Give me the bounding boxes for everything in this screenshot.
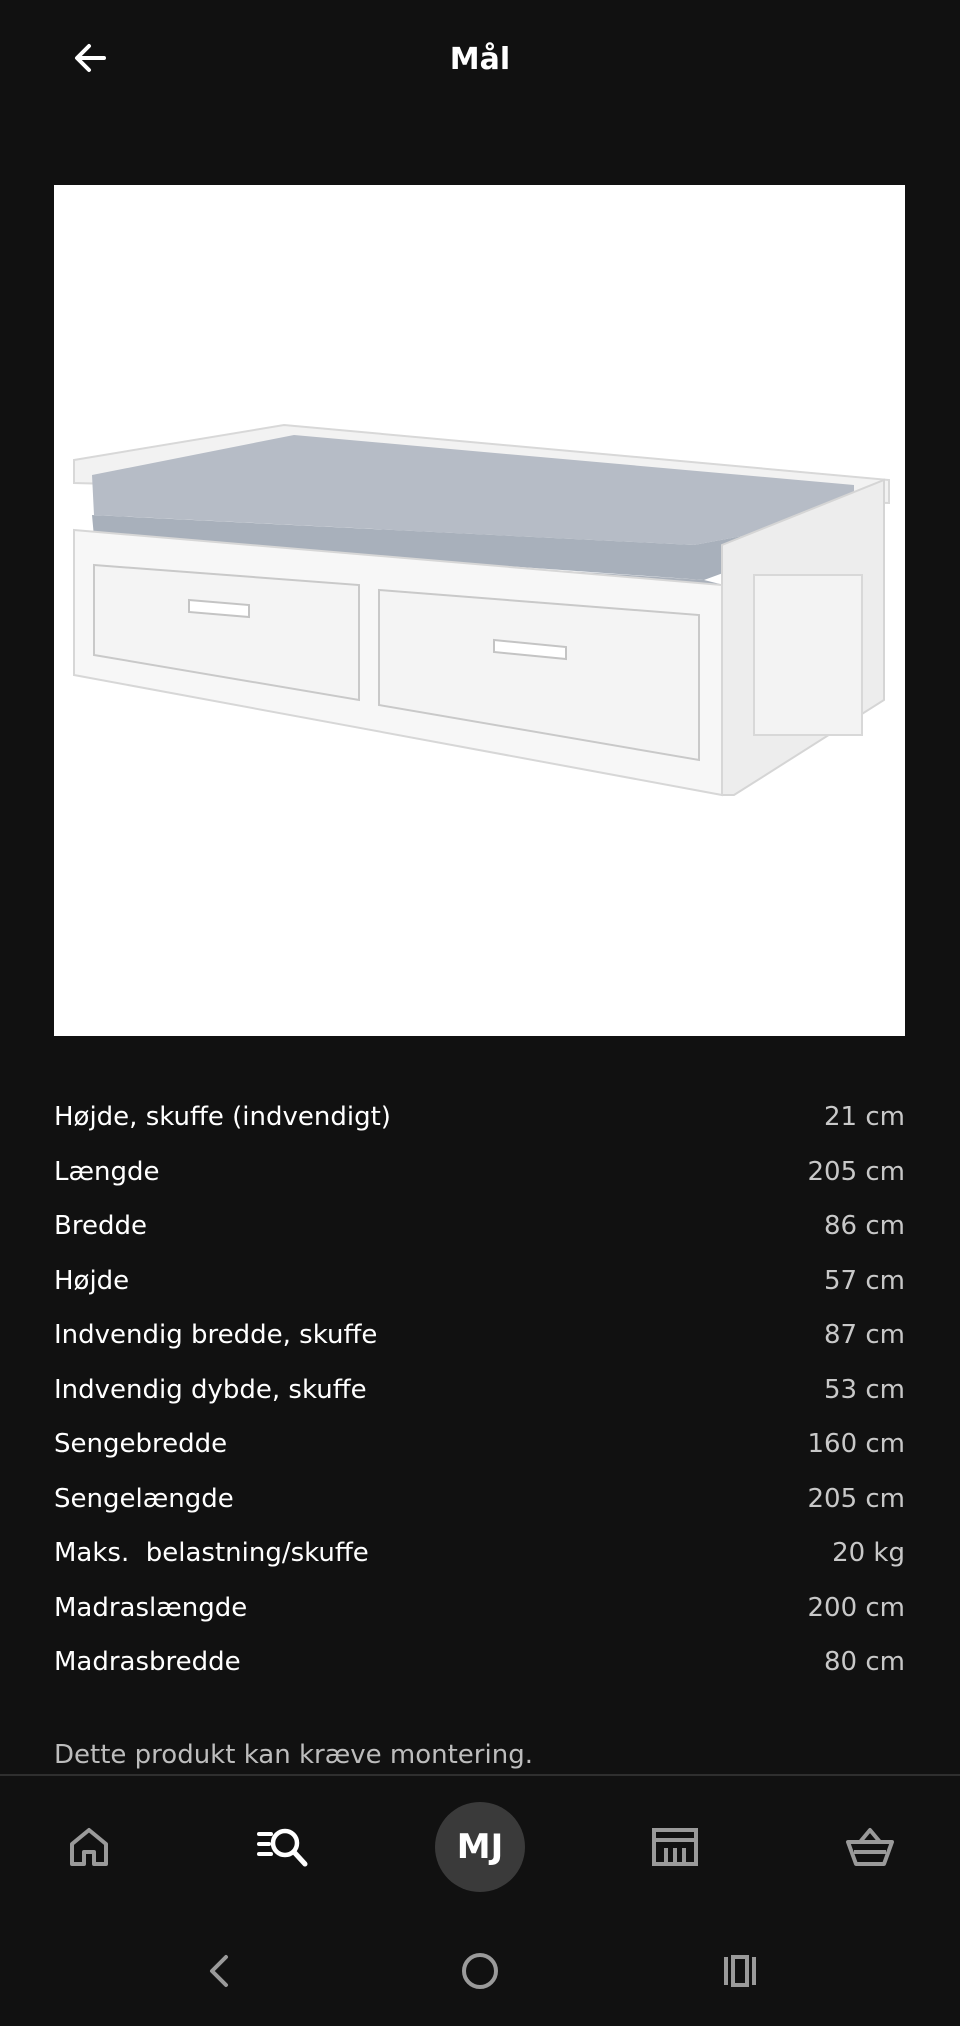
dimension-row [54, 1199, 905, 1254]
dimension-value: 87 cm [824, 1320, 905, 1351]
dimension-row [54, 1145, 905, 1200]
dimension-row [54, 1526, 905, 1581]
page-title: Mål [449, 41, 511, 77]
nav-profile-button[interactable] [420, 1776, 540, 1918]
assembly-note: Dette produkt kan kræve montering. [54, 1740, 533, 1770]
dimension-value: 205 cm [807, 1483, 905, 1514]
chevron-left-icon [200, 1951, 240, 1991]
dimensions-list [54, 1090, 905, 1690]
search-list-icon [255, 1824, 311, 1870]
dimension-value: 21 cm [824, 1102, 905, 1133]
arrow-left-icon [70, 38, 110, 78]
dimension-label: Indvendig dybde, skuffe [54, 1374, 367, 1405]
bottom-navigation [0, 1774, 960, 1918]
top-bar [0, 0, 960, 118]
daybed-illustration [54, 185, 905, 1036]
dimension-row [54, 1635, 905, 1690]
dimension-row [54, 1254, 905, 1309]
system-back-button[interactable] [180, 1936, 260, 2006]
dimension-value: 200 cm [807, 1592, 905, 1623]
nav-search-button[interactable] [223, 1776, 343, 1918]
dimension-value: 57 cm [824, 1265, 905, 1296]
dimension-label: Højde [54, 1265, 130, 1296]
dimension-row [54, 1417, 905, 1472]
dimension-row [54, 1308, 905, 1363]
dimension-value: 20 kg [832, 1538, 905, 1569]
dimension-row [54, 1090, 905, 1145]
nav-home-button[interactable] [29, 1776, 149, 1918]
dimension-label: Sengelængde [54, 1483, 234, 1514]
back-button[interactable] [60, 28, 120, 88]
dimension-label: Maks. belastning/skuffe [54, 1538, 369, 1569]
home-icon [66, 1824, 112, 1870]
store-icon [650, 1824, 700, 1870]
dimension-label: Højde, skuffe (indvendigt) [54, 1102, 391, 1133]
dimension-row [54, 1581, 905, 1636]
dimension-row [54, 1472, 905, 1527]
dimension-label: Madrasbredde [54, 1647, 241, 1678]
dimension-label: Længde [54, 1156, 160, 1187]
basket-icon [844, 1824, 896, 1870]
avatar: MJ [435, 1802, 525, 1892]
nav-store-button[interactable] [615, 1776, 735, 1918]
circle-home-icon [458, 1949, 502, 1993]
system-navigation-bar [0, 1916, 960, 2026]
dimension-value: 53 cm [824, 1374, 905, 1405]
dimension-row [54, 1363, 905, 1418]
dimension-label: Madraslængde [54, 1592, 248, 1623]
dimension-value: 160 cm [807, 1429, 905, 1460]
product-image [54, 185, 905, 1036]
dimension-value: 80 cm [824, 1647, 905, 1678]
dimension-value: 205 cm [807, 1156, 905, 1187]
dimension-label: Sengebredde [54, 1429, 228, 1460]
nav-basket-button[interactable] [810, 1776, 930, 1918]
system-home-button[interactable] [440, 1936, 520, 2006]
recents-icon [718, 1949, 762, 1993]
dimension-label: Indvendig bredde, skuffe [54, 1320, 378, 1351]
dimension-value: 86 cm [824, 1211, 905, 1242]
dimension-label: Bredde [54, 1211, 147, 1242]
system-recents-button[interactable] [700, 1936, 780, 2006]
